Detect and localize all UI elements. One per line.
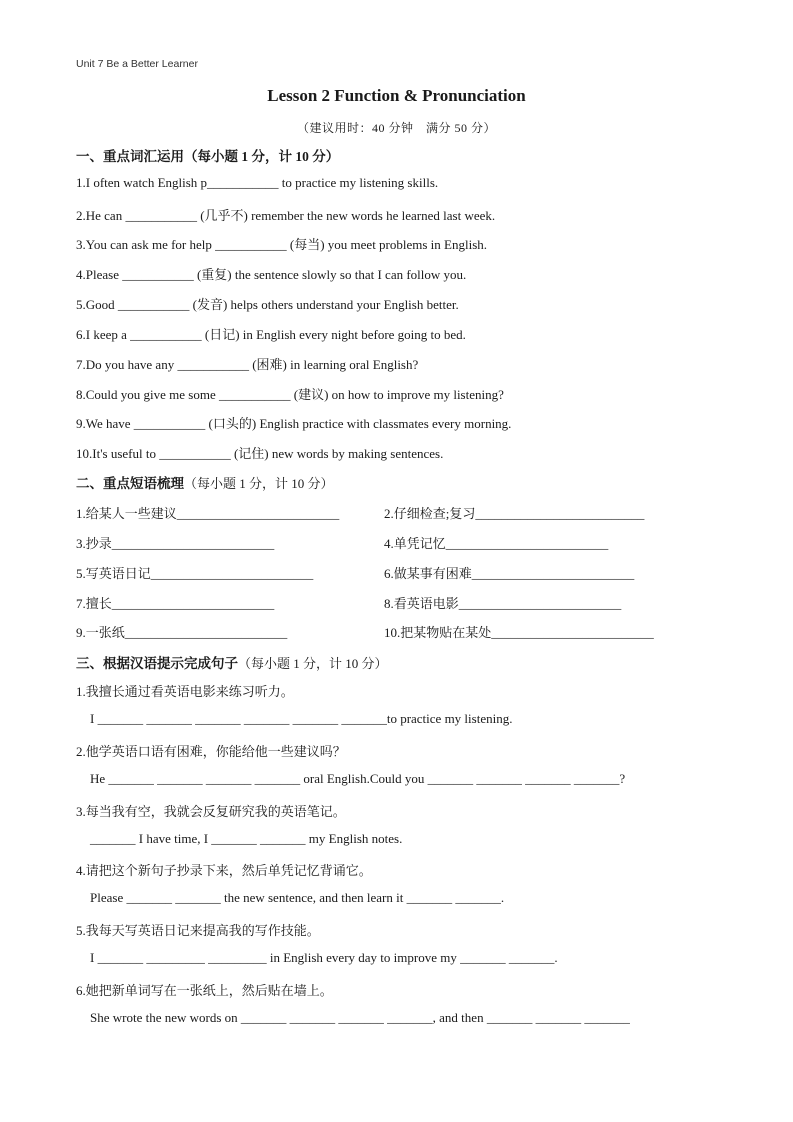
page-title: Lesson 2 Function & Pronunciation <box>267 86 526 105</box>
section2-item-4: 4.单凭记忆_________________________ <box>384 536 609 551</box>
section1-item-3: 3.You can ask me for help ___________ (每当) you meet problems in English. <box>76 237 488 252</box>
section3-item-2-cn: 2.他学英语口语有困难，你能给他一些建议吗？ <box>76 744 346 759</box>
section1-item-10: 10.It's useful to ___________ (记住) new words by making sentences. <box>76 446 444 461</box>
section2-item-3: 3.抄录_________________________ <box>76 536 275 551</box>
running-header: Unit 7 Be a Better Learner <box>76 58 198 70</box>
section2-item-6: 6.做某事有困难_________________________ <box>384 566 635 581</box>
section3-item-2-en: He _______ _______ _______ _______ oral English.Could you _______ _______ _______ _______? <box>90 771 626 786</box>
section1-item-4: 4.Please ___________ (重复) the sentence slowly so that I can follow you. <box>76 267 467 282</box>
section3-item-4-en: Please _______ _______ the new sentence, and then learn it _______ _______. <box>90 890 505 905</box>
section1-item-8: 8.Could you give me some ___________ (建议) on how to improve my listening? <box>76 387 504 402</box>
section3-item-4-cn: 4.请把这个新句子抄录下来，然后单凭记忆背诵它。 <box>76 863 372 878</box>
section2-heading-note: （每小题 1 分，计 10 分） <box>184 476 334 491</box>
section2-item-8: 8.看英语电影_________________________ <box>384 596 622 611</box>
section1-item-7: 7.Do you have any ___________ (困难) in learning oral English? <box>76 357 419 372</box>
section3-heading <box>76 652 388 672</box>
section2-item-1: 1.给某人一些建议_________________________ <box>76 506 340 521</box>
section2-item-5: 5.写英语日记_________________________ <box>76 566 314 581</box>
section3-item-1-cn: 1.我擅长通过看英语电影来练习听力。 <box>76 684 294 699</box>
section2-heading-title: 二、重点短语梳理 <box>76 476 184 491</box>
section1-item-2: 2.He can ___________ (几乎不) remember the new words he learned last week. <box>76 208 496 223</box>
section1-item-9: 9.We have ___________ (口头的) English practice with classmates every morning. <box>76 416 512 431</box>
section2-heading <box>76 472 334 492</box>
section1-item-5: 5.Good ___________ (发音) helps others understand your English better. <box>76 297 459 312</box>
section2-item-2: 2.仔细检查;复习__________________________ <box>384 506 645 521</box>
section3-item-3-cn: 3.每当我有空，我就会反复研究我的英语笔记。 <box>76 804 346 819</box>
section3-item-6-en: She wrote the new words on _______ _______ _______ _______, and then _______ _______ _______ <box>90 1010 630 1025</box>
section1-item-6: 6.I keep a ___________ (日记) in English every night before going to bed. <box>76 327 466 342</box>
section2-item-9: 9.一张纸_________________________ <box>76 625 288 640</box>
section2-item-7: 7.擅长_________________________ <box>76 596 275 611</box>
section3-heading-note: （每小题 1 分，计 10 分） <box>238 656 388 671</box>
section1-heading: 一、重点词汇运用（每小题 1 分，计 10 分） <box>76 149 340 164</box>
page-subtitle: （建议用时：40 分钟 满分 50 分） <box>296 121 496 135</box>
section3-item-5-cn: 5.我每天写英语日记来提高我的写作技能。 <box>76 923 320 938</box>
section3-item-6-cn: 6.她把新单词写在一张纸上，然后贴在墙上。 <box>76 983 333 998</box>
section2-item-10: 10.把某物贴在某处_________________________ <box>384 625 654 640</box>
section3-heading-title: 三、根据汉语提示完成句子 <box>76 656 238 671</box>
section3-item-3-en: _______ I have time, I _______ _______ my English notes. <box>90 831 403 846</box>
section3-item-1-en: I _______ _______ _______ _______ _______ _______to practice my listening. <box>90 711 513 726</box>
section3-item-5-en: I _______ _________ _________ in English every day to improve my _______ _______. <box>90 950 558 965</box>
section1-item-1: 1.I often watch English p___________ to practice my listening skills. <box>76 175 439 190</box>
